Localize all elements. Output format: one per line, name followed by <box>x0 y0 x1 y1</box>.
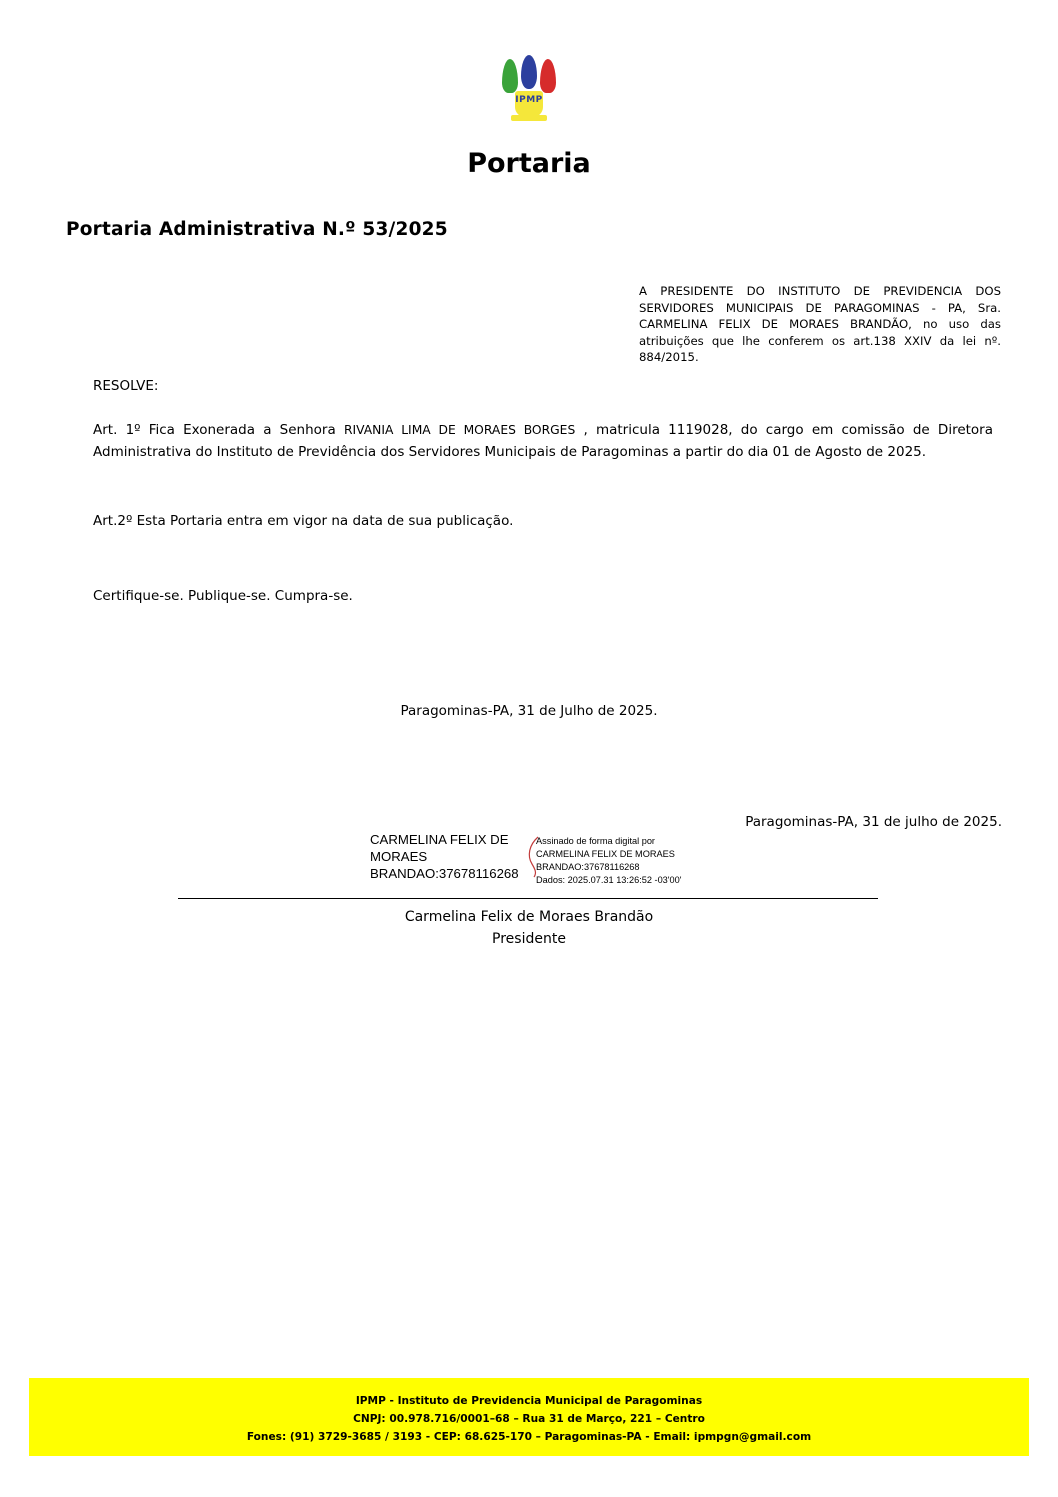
article-2-paragraph: Art.2º Esta Portaria entra em vigor na data de sua publicação. <box>93 513 514 529</box>
stamp-name-line-3: BRANDAO:37678116268 <box>370 865 519 881</box>
signer-role: Presidente <box>492 930 566 947</box>
signature-detail-line-1: Assinado de forma digital por <box>536 836 655 846</box>
page-title: Portaria <box>467 148 591 179</box>
flame-green-icon <box>502 59 518 93</box>
footer-line-3: Fones: (91) 3729-3685 / 3193 - CEP: 68.625-170 – Paragominas-PA - Email: ipmpgn@gmail.com <box>246 1431 812 1444</box>
footer-line-1: IPMP - Instituto de Previdencia Municipal de Paragominas <box>355 1394 703 1407</box>
preamble-paragraph: A PRESIDENTE DO INSTITUTO DE PREVIDENCIA DOS SERVIDORES MUNICIPAIS DE PARAGOMINAS - PA, Sra. CARMELINA FELIX DE MORAES BRANDÃO, no uso das atribuições que lhe conferem os art.138 XXIV da lei nº. 884/2015. <box>639 284 1001 365</box>
signature-divider <box>178 898 878 899</box>
document-subtitle: Portaria Administrativa N.º 53/2025 <box>66 219 448 240</box>
ipmp-logo-icon <box>494 55 564 133</box>
logo-acronym: IPMP <box>515 95 543 105</box>
signature-caption <box>0 907 1058 950</box>
flame-red-icon <box>540 59 556 93</box>
signature-detail-line-3: BRANDAO:37678116268 <box>536 862 640 873</box>
signature-stamp-name <box>370 832 535 882</box>
article-1-text-before: Art. 1º Fica Exonerada a Senhora <box>93 422 344 438</box>
article-1-text-after: , matricula 1119028, do cargo em comissão de Diretora Administrativa do Instituto de Previdência dos Servidores Municipais de Paragominas a partir do dia 01 de Agosto de 2025. <box>93 422 994 460</box>
footer-line-2: CNPJ: 00.978.716/0001–68 – Rua 31 de Março, 221 – Centro <box>353 1412 705 1425</box>
signature-details <box>536 835 711 887</box>
logo-base-shape <box>511 115 547 121</box>
logo-container <box>0 55 1058 133</box>
resolve-label: RESOLVE: <box>93 378 159 394</box>
stamp-name-line-1: CARMELINA FELIX DE <box>370 832 509 847</box>
signature-detail-line-2: CARMELINA FELIX DE MORAES <box>536 849 675 860</box>
place-date-center: Paragominas-PA, 31 de Julho de 2025. <box>400 703 658 719</box>
article-1-person-name: RIVANIA LIMA DE MORAES BORGES <box>343 423 576 437</box>
article-1-paragraph <box>93 420 993 464</box>
stamp-name-line-2: MORAES <box>370 848 428 864</box>
signer-name: Carmelina Felix de Moraes Brandão <box>404 909 654 925</box>
certifique-paragraph: Certifique-se. Publique-se. Cumpra-se. <box>93 588 353 604</box>
footer-banner <box>29 1378 1029 1456</box>
flame-blue-icon <box>521 55 537 89</box>
place-date-right: Paragominas-PA, 31 de julho de 2025. <box>745 814 1002 830</box>
signature-detail-line-4: Dados: 2025.07.31 13:26:52 -03'00' <box>536 875 682 886</box>
